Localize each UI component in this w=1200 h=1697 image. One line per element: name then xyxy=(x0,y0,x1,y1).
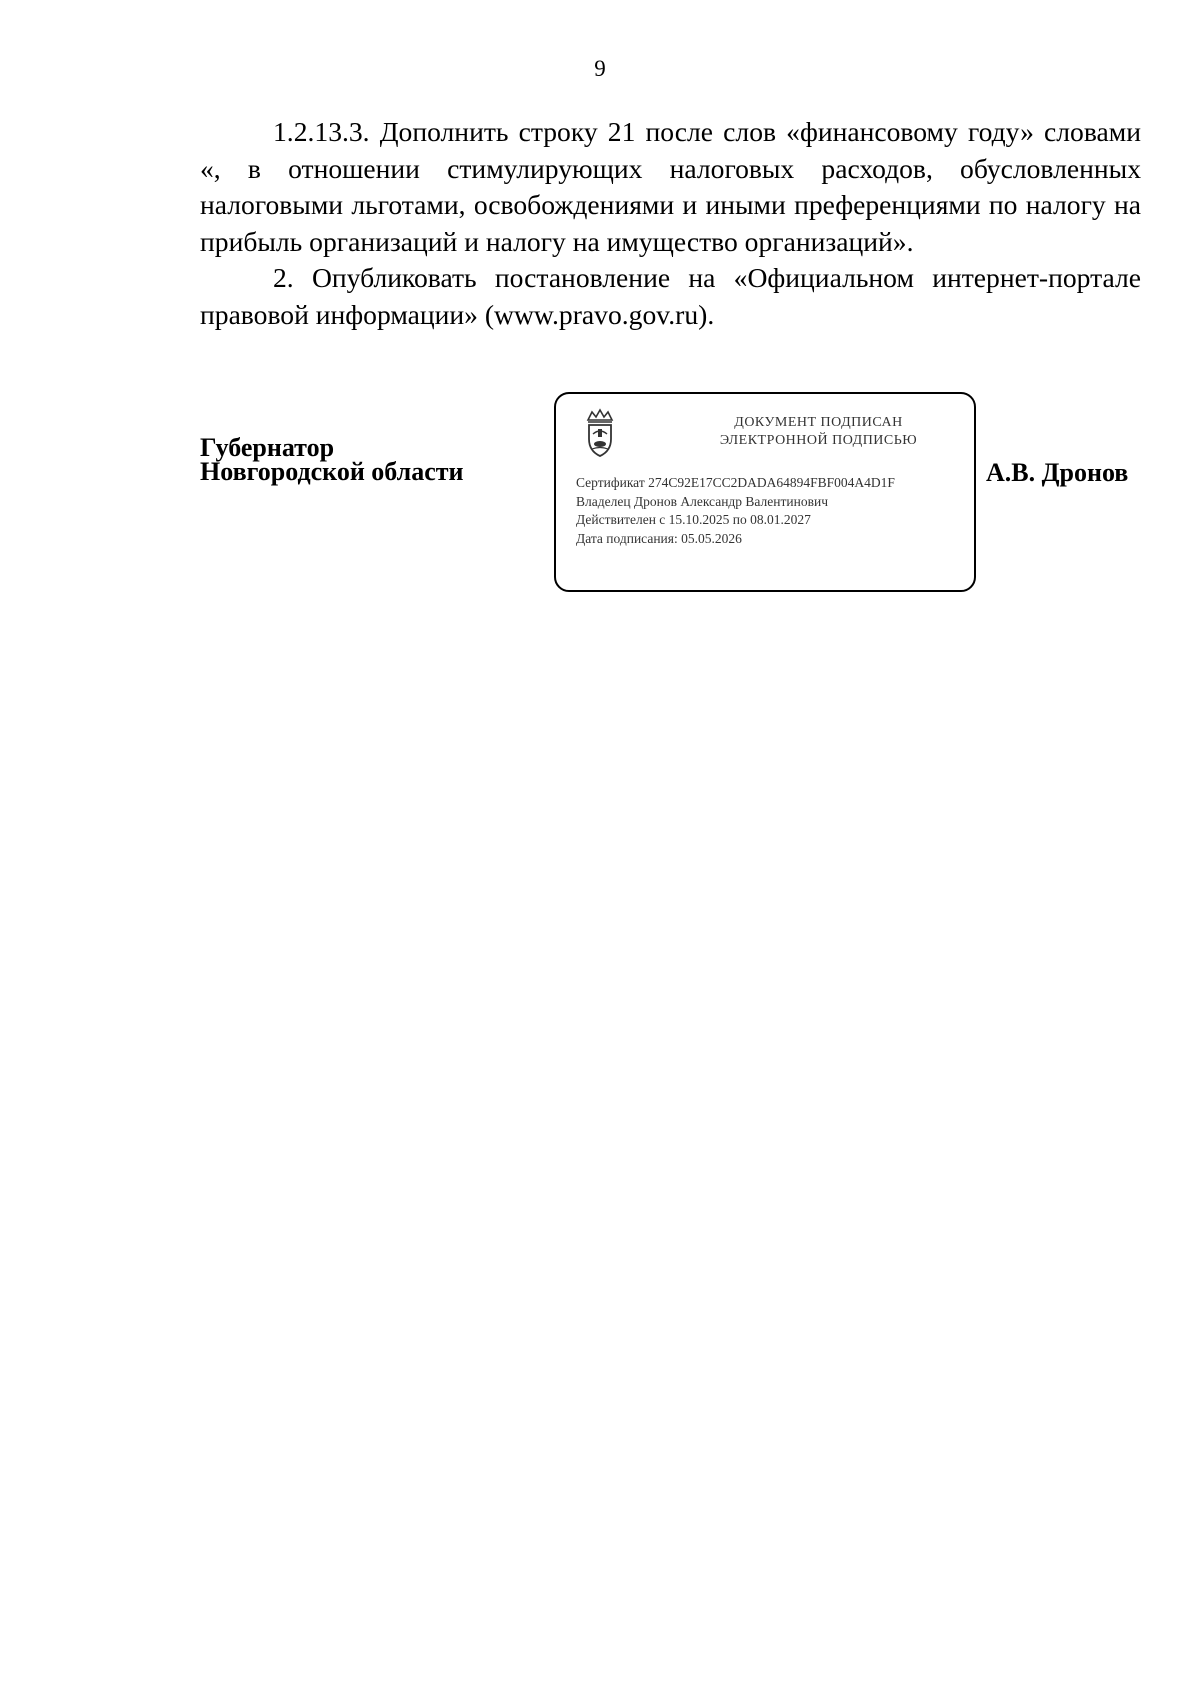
stamp-signed-date: Дата подписания: 05.05.2026 xyxy=(576,530,742,546)
page-number: 9 xyxy=(594,56,606,81)
electronic-signature-stamp xyxy=(554,392,976,592)
coat-of-arms-icon xyxy=(580,408,620,458)
stamp-owner: Владелец Дронов Александр Валентинович xyxy=(576,493,828,509)
stamp-validity: Действителен с 15.10.2025 по 08.01.2027 xyxy=(576,512,811,527)
signer-position xyxy=(200,433,464,486)
paragraph-2: 2. Опубликовать постановление на «Официальном интернет-портале правовой информации» (www.pravo.gov.ru). xyxy=(200,262,1141,330)
stamp-heading-line-2: ЭЛЕКТРОННОЙ ПОДПИСЬЮ xyxy=(719,433,918,448)
stamp-certificate: Сертификат 274C92E17CC2DADA64894FBF004A4D1F xyxy=(576,475,895,490)
stamp-heading xyxy=(696,414,941,450)
document-body xyxy=(200,114,1141,333)
signer-position-line-1: Губернатор xyxy=(200,433,335,462)
signer-position-line-2: Новгородской области xyxy=(200,457,464,486)
signer-name: А.В. Дронов xyxy=(986,458,1129,487)
stamp-details xyxy=(576,474,895,548)
paragraph-1-2-13-3: 1.2.13.3. Дополнить строку 21 после слов «финансовому году» словами «, в отношении стимулирующих налоговых расходов, обусловленных налоговыми льготами, освобождениями и иными преференциями по налогу на прибыль организаций и налогу на имущество организаций». xyxy=(200,116,1141,257)
stamp-heading-line-1: ДОКУМЕНТ ПОДПИСАН xyxy=(734,415,903,430)
